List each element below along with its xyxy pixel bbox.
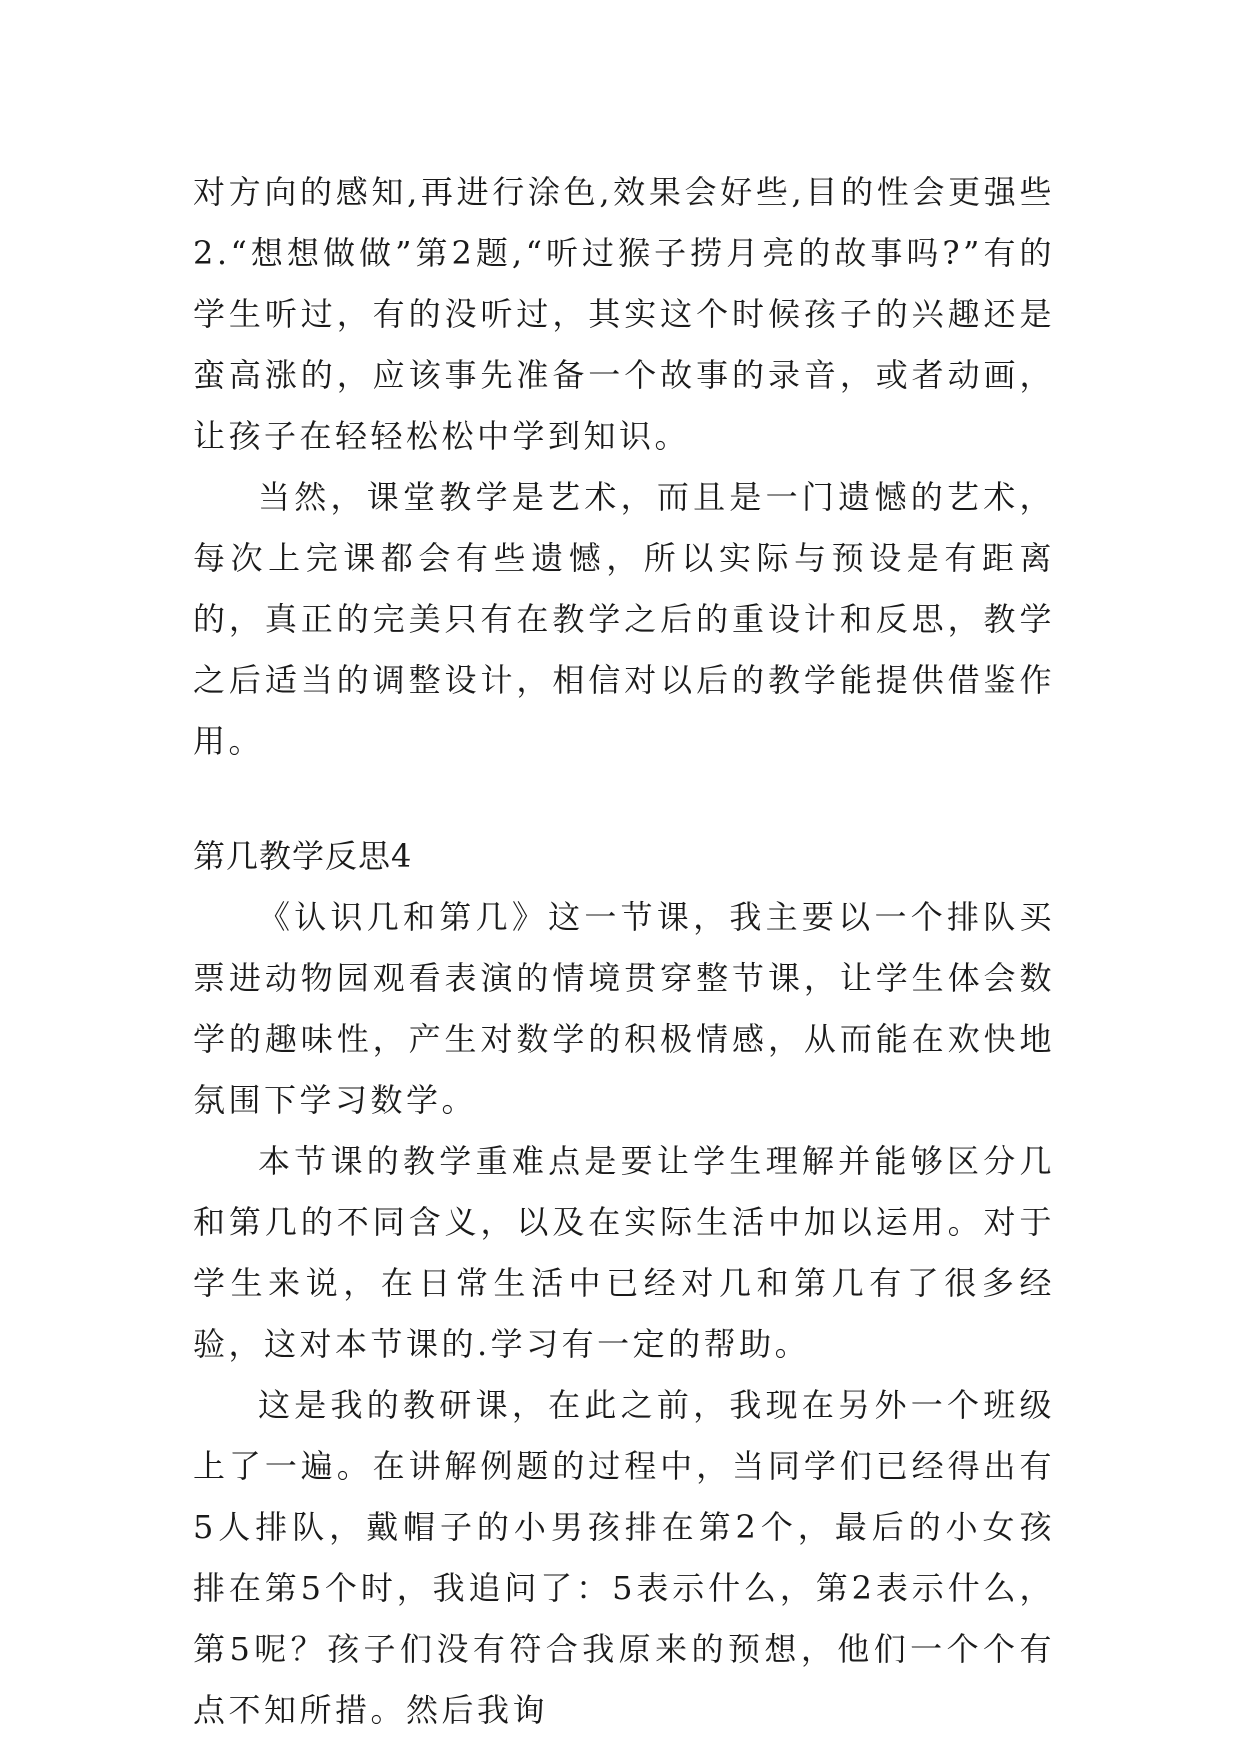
paragraph-key-difficulty: 本节课的教学重难点是要让学生理解并能够区分几和第几的不同含义，以及在实际生活中加以运用。对于学生来说，在日常生活中已经对几和第几有了很多经验，这对本节课的.学习有一定的帮助。: [193, 1142, 1055, 1363]
paragraph-teaching-art: 当然，课堂教学是艺术，而且是一门遗憾的艺术，每次上完课都会有些遗憾，所以实际与预设是有距离的，真正的完美只有在教学之后的重设计和反思，教学之后适当的调整设计，相信对以后的教学能提供借鉴作用。: [193, 478, 1055, 760]
paragraph-lesson-intro: 《认识几和第几》这一节课，我主要以一个排队买票进动物园观看表演的情境贯穿整节课，让学生体会数学的趣味性，产生对数学的积极情感，从而能在欢快地氛围下学习数学。: [193, 898, 1055, 1119]
section-title: 第几教学反思4: [193, 837, 413, 875]
section-spacer: [193, 772, 1055, 826]
document-page: [193, 162, 1055, 1741]
paragraph-coloring-and-story: 对方向的感知,再进行涂色,效果会好些,目的性会更强些2.“想想做做”第2题,“听过猴子捞月亮的故事吗?”有的学生听过，有的没听过，其实这个时候孩子的兴趣还是蛮高涨的，应该事先准备一个故事的录音，或者动画，让孩子在轻轻松松中学到知识。: [193, 173, 1055, 455]
paragraph-research-lesson: 这是我的教研课，在此之前，我现在另外一个班级上了一遍。在讲解例题的过程中，当同学们已经得出有5人排队，戴帽子的小男孩排在第2个，最后的小女孩排在第5个时，我追问了：5表示什么，第2表示什么，第5呢？孩子们没有符合我原来的预想，他们一个个有点不知所措。然后我询: [193, 1386, 1055, 1729]
